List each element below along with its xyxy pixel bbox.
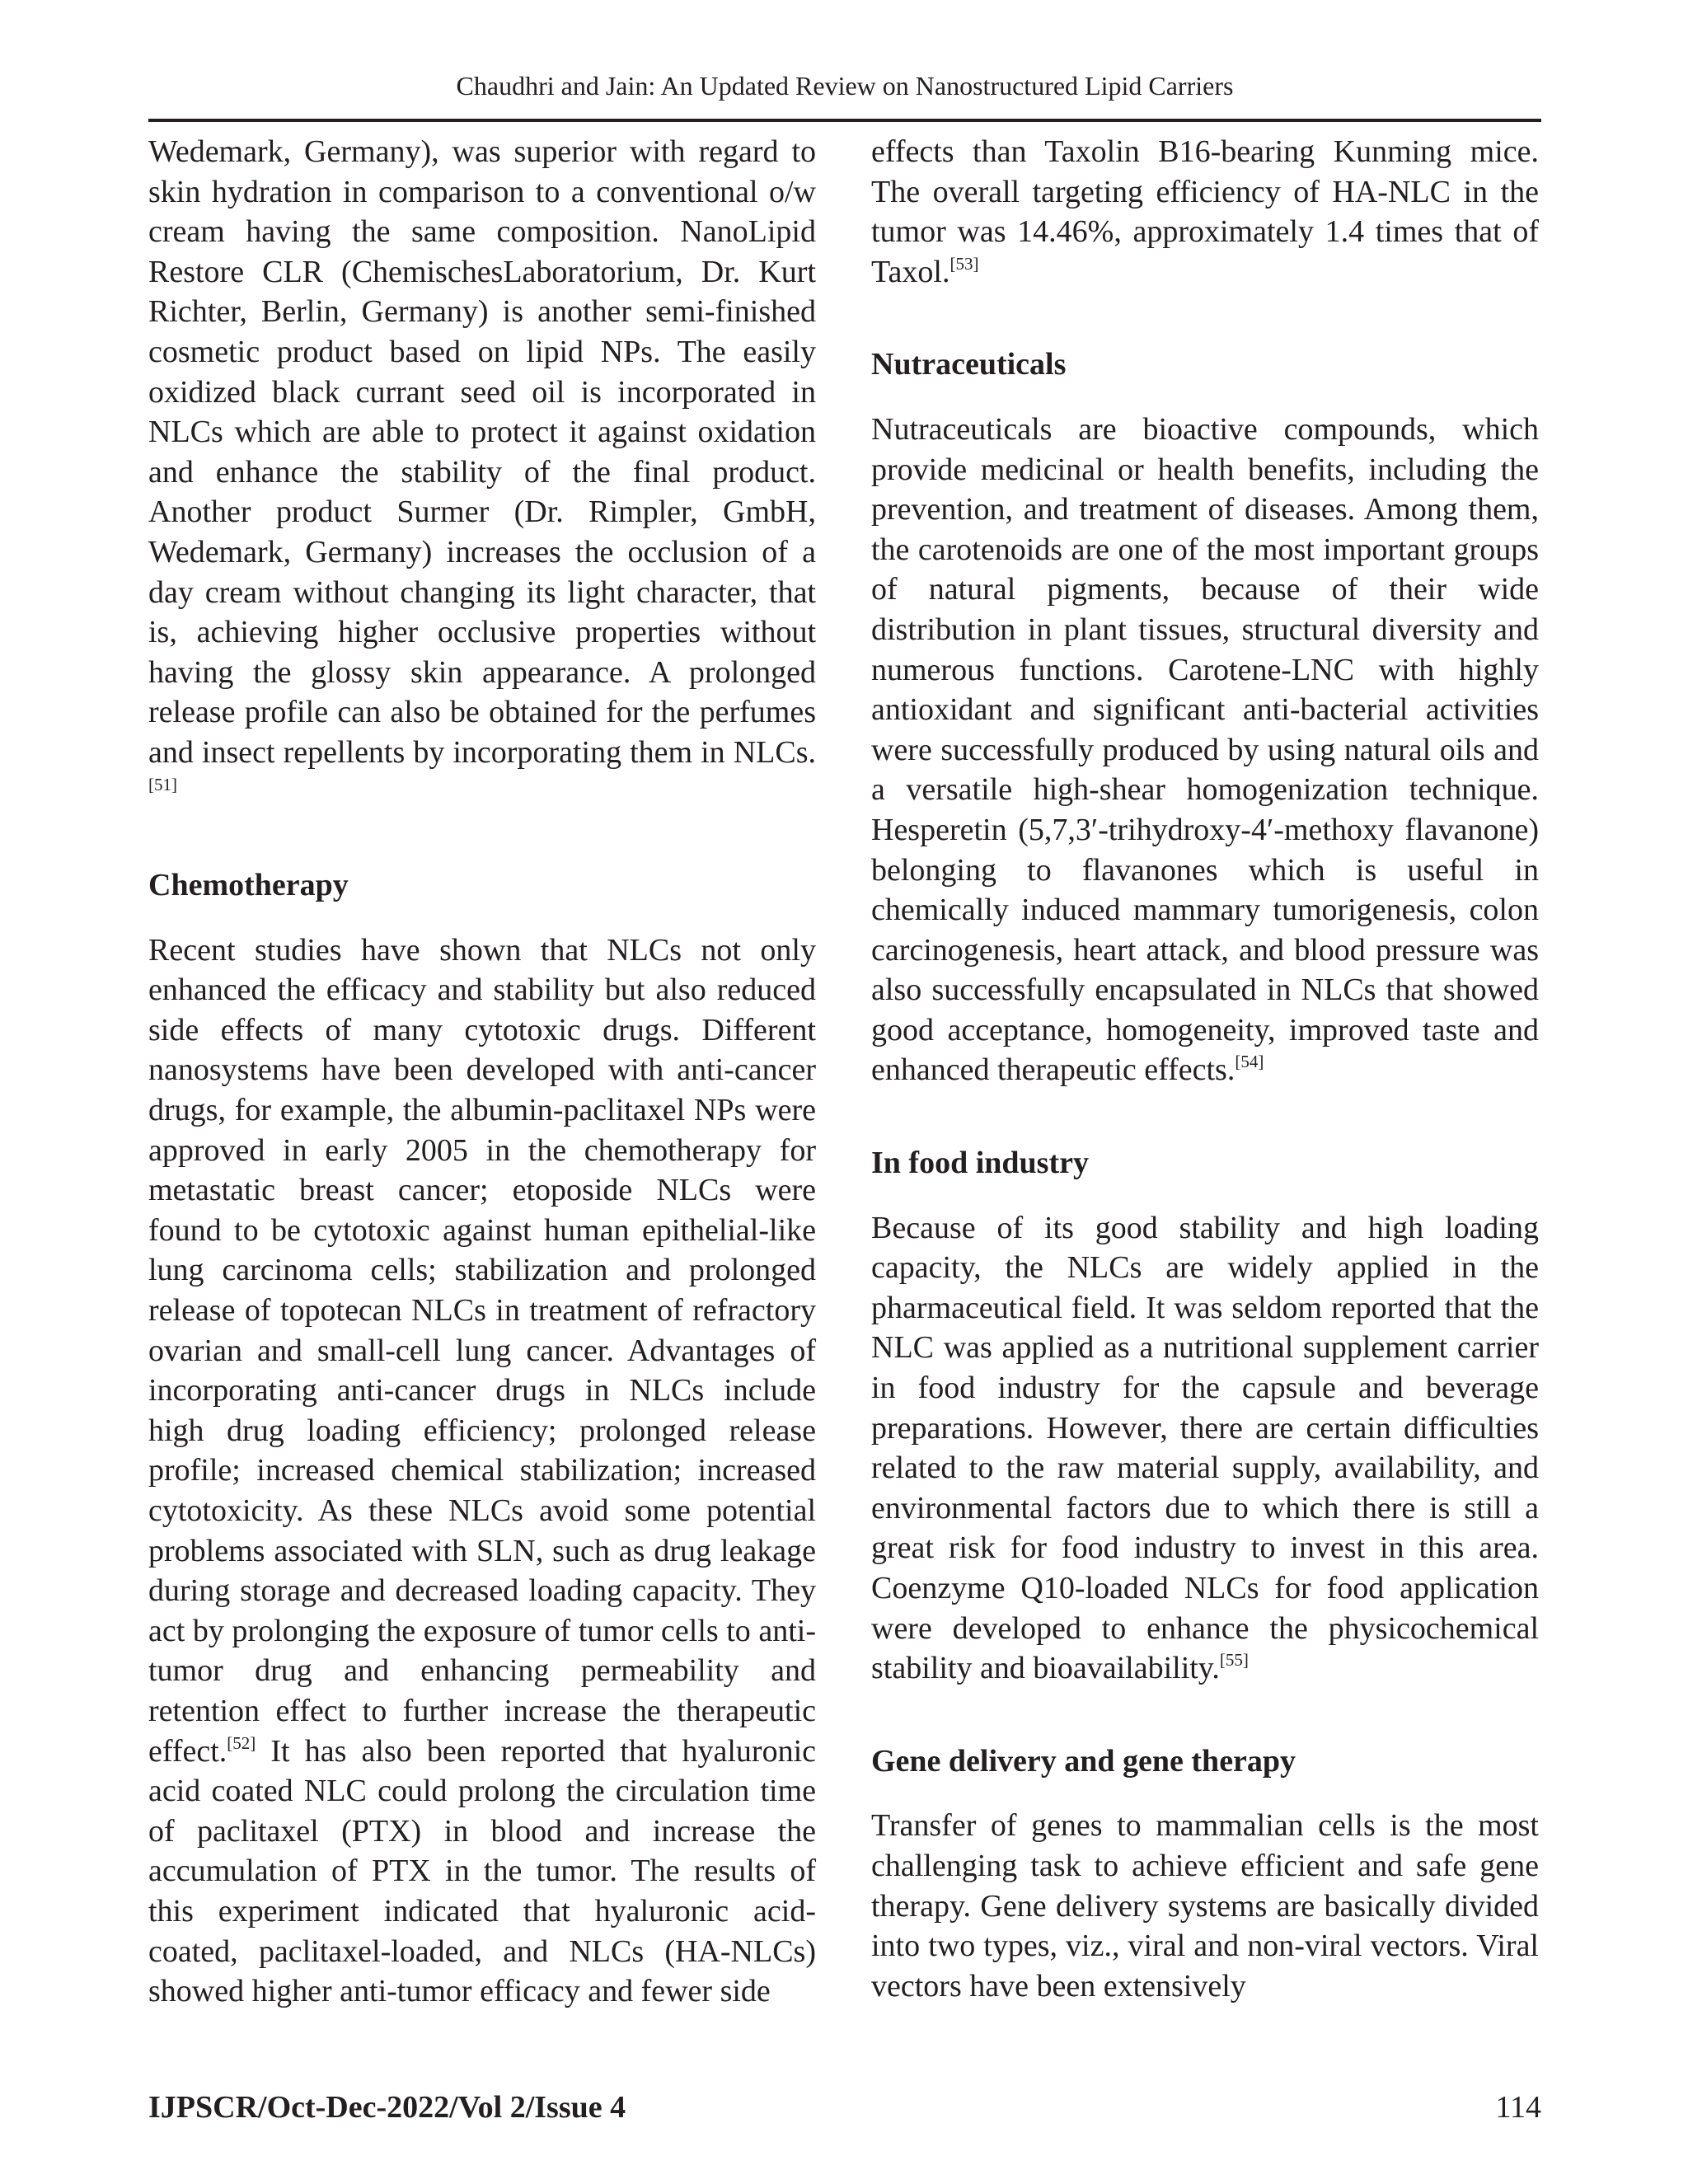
citation-55: [55] xyxy=(1219,1650,1249,1671)
food-industry-heading: In food industry xyxy=(871,1146,1089,1181)
food-industry-text: Because of its good stability and high loading capacity, the NLCs are widely applied in the pharmaceutical field. It was seldom reported that the NLC was applied as a nutritional supplement carrier in food industry for the capsule and beverage preparations. However, there are certain difficulties related to the raw material supply, availability, and environmental factors due to which there is still a great risk for food industry to invest in this area. Coenzyme Q10-loaded NLCs for food application were developed to enhance the physicochemical stability and bioavailability. xyxy=(871,1210,1539,1686)
citation-52: [52] xyxy=(227,1732,256,1753)
gene-therapy-paragraph: Transfer of genes to mammalian cells is the most challenging task to achieve efficient and safe gene therapy. Gene delivery systems are basically divided into two types, viz., viral and non-viral vectors. Viral vectors have been extensively xyxy=(871,1808,1539,2004)
nutraceuticals-heading: Nutraceuticals xyxy=(871,347,1067,382)
continuation-paragraph xyxy=(871,132,1539,292)
left-column xyxy=(148,132,816,2012)
continuation-text: effects than Taxolin B16-bearing Kunming mice. The overall targeting efficiency of HA-NLC in the tumor was 14.46%, approximately 1.4 times that of Taxol. xyxy=(871,134,1539,289)
cosmetics-paragraph xyxy=(148,132,816,813)
journal-footer: IJPSCR/Oct-Dec-2022/Vol 2/Issue 4 xyxy=(148,2090,626,2125)
chemotherapy-heading: Chemotherapy xyxy=(148,868,349,903)
chemotherapy-paragraph xyxy=(148,930,816,2012)
right-column xyxy=(871,132,1539,2006)
food-industry-paragraph xyxy=(871,1208,1539,1689)
header-rule xyxy=(148,119,1541,122)
running-title: Chaudhri and Jain: An Updated Review on Nanostructured Lipid Carriers xyxy=(456,71,1234,101)
citation-54: [54] xyxy=(1235,1052,1264,1072)
cosmetics-paragraph-text: Wedemark, Germany), was superior with regard to skin hydration in comparison to a conventional o/w cream having the same composition. NanoLipid Restore CLR (ChemischesLaboratorium, Dr. Kurt Richter, Berlin, Germany) is another semi-finished cosmetic product based on lipid NPs. The easily oxidized black currant seed oil is incorporated in NLCs which are able to protect it against oxidation and enhance the stability of the final product. Another product Surmer (Dr. Rimpler, GmbH, Wedemark, Germany) increases the occlusion of a day cream without changing its light character, that is, achieving higher occlusive properties without having the glossy skin appearance. A prolonged release profile can also be obtained for the perfumes and insect repellents by incorporating them in NLCs. xyxy=(148,134,816,770)
chemotherapy-text-b: It has also been reported that hyaluronic acid coated NLC could prolong the circulation time of paclitaxel (PTX) in blood and increase the accumulation of PTX in the tumor. The results of this experiment indicated that hyaluronic acid-coated, paclitaxel-loaded, and NLCs (HA-NLCs) showed higher anti-tumor efficacy and fewer side xyxy=(148,1733,816,2009)
nutraceuticals-text: Nutraceuticals are bioactive compounds, which provide medicinal or health benefits, including the prevention, and treatment of diseases. Among them, the carotenoids are one of the most important groups of natural pigments, because of their wide distribution in plant tissues, structural diversity and numerous functions. Carotene-LNC with highly antioxidant and significant anti-bacterial activities were successfully produced by using natural oils and a versatile high-shear homogenization technique. Hesperetin (5,7,3′-trihydroxy-4′-methoxy flavanone) belonging to flavanones which is useful in chemically induced mammary tumorigenesis, colon carcinogenesis, heart attack, and blood pressure was also successfully encapsulated in NLCs that showed good acceptance, homogeneity, improved taste and enhanced therapeutic effects. xyxy=(871,411,1539,1088)
citation-53: [53] xyxy=(950,253,979,274)
citation-51: [51] xyxy=(148,774,177,794)
chemotherapy-text-a: Recent studies have shown that NLCs not only enhanced the efficacy and stability but also reduced side effects of many cytotoxic drugs. Different nanosystems have been developed with anti-cancer drugs, for example, the albumin-paclitaxel NPs were approved in early 2005 in the chemotherapy for metastatic breast cancer; etoposide NLCs were found to be cytotoxic against human epithelial-like lung carcinoma cells; stabilization and prolonged release of topotecan NLCs in treatment of refractory ovarian and small-cell lung cancer. Advantages of incorporating anti-cancer drugs in NLCs include high drug loading efficiency; prolonged release profile; increased chemical stabilization; increased cytotoxicity. As these NLCs avoid some potential problems associated with SLN, such as drug leakage during storage and decreased loading capacity. They act by prolonging the exposure of tumor cells to anti-tumor drug and enhancing permeability and retention effect to further increase the therapeutic effect. xyxy=(148,932,816,1769)
nutraceuticals-paragraph xyxy=(871,410,1539,1090)
page-number: 114 xyxy=(1495,2090,1541,2125)
gene-therapy-heading: Gene delivery and gene therapy xyxy=(871,1743,1296,1779)
